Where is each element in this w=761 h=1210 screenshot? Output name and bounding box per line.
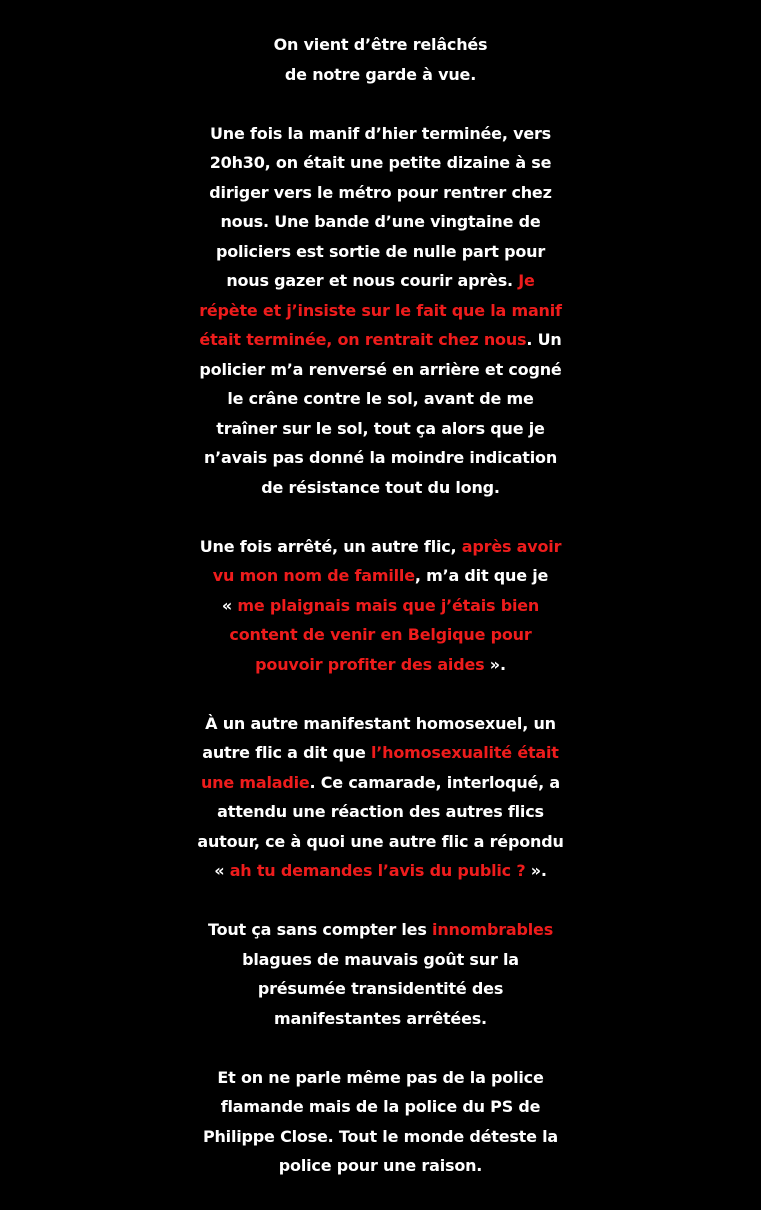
text-line [0, 473, 761, 503]
text-line [0, 827, 761, 857]
text-line [0, 325, 761, 355]
paragraph [0, 119, 761, 503]
highlighted-text: me plaignais mais que j’étais bien [237, 595, 540, 615]
text-segment: ». [484, 654, 506, 674]
text-segment: autour, ce à quoi une autre flic a répondu [197, 831, 564, 851]
highlighted-text: une maladie [200, 772, 310, 792]
text-segment: Philippe Close. Tout le monde déteste la [202, 1126, 559, 1146]
text-segment: attendu une réaction des autres flics [217, 802, 544, 821]
text-segment: Une fois la manif d’hier terminée, vers [210, 123, 551, 143]
highlighted-text: pouvoir profiter des aides [255, 654, 485, 674]
text-line [0, 207, 761, 237]
text-segment: Tout ça sans compter les [207, 920, 433, 939]
paragraph [0, 1063, 761, 1181]
text-line [0, 443, 761, 473]
text-segment: de notre garde à vue. [284, 64, 477, 84]
text-line [0, 768, 761, 798]
text-segment: On vient d’être relâchés [273, 35, 488, 54]
text-line [0, 650, 761, 680]
text-line [0, 797, 761, 827]
text-line [0, 148, 761, 178]
text-segment: blagues de mauvais goût sur la [242, 949, 519, 969]
text-line [0, 1122, 761, 1152]
text-line [0, 266, 761, 296]
highlighted-text: était terminée, on rentrait chez nous [199, 330, 527, 349]
text-line [0, 119, 761, 149]
text-line [0, 591, 761, 621]
highlighted-text: ah tu demandes l’avis du public ? [229, 861, 526, 880]
text-segment: policiers est sortie de nulle part pour [215, 241, 546, 261]
text-segment: le crâne contre le sol, avant de me [227, 389, 534, 408]
paragraph [0, 532, 761, 680]
text-line [0, 355, 761, 385]
highlighted-text: content de venir en Belgique pour [229, 625, 532, 644]
paragraph [0, 915, 761, 1033]
highlighted-text: innombrables [432, 920, 554, 939]
highlighted-text: l’homosexualité était [370, 743, 559, 762]
text-line [0, 237, 761, 267]
text-line [0, 1004, 761, 1034]
text-line [0, 532, 761, 562]
text-line [0, 709, 761, 739]
text-segment: 20h30, on était une petite dizaine à se [209, 153, 552, 172]
text-segment: policier m’a renversé en arrière et cogné [199, 359, 562, 379]
text-line [0, 384, 761, 414]
text-line [0, 915, 761, 945]
text-line [0, 1063, 761, 1093]
highlighted-text: vu mon nom de famille [212, 566, 415, 585]
text-segment: Et on ne parle même pas de la police [217, 1067, 544, 1087]
text-segment: « [214, 861, 230, 880]
text-segment: n’avais pas donné la moindre indication [203, 448, 558, 467]
text-segment: . Un [526, 330, 562, 349]
text-line [0, 178, 761, 208]
text-segment: présumée transidentité des [257, 979, 504, 998]
text-line [0, 974, 761, 1004]
text-line [0, 561, 761, 591]
paragraph [0, 30, 761, 89]
text-line [0, 856, 761, 886]
text-segment: traîner sur le sol, tout ça alors que je [216, 418, 545, 438]
text-segment: diriger vers le métro pour rentrer chez [209, 182, 552, 202]
text-segment: de résistance tout du long. [261, 477, 500, 497]
text-line [0, 945, 761, 975]
statement-text [0, 30, 761, 1210]
text-segment: flamande mais de la police du PS de [220, 1097, 541, 1116]
text-line [0, 1151, 761, 1181]
text-line [0, 414, 761, 444]
text-segment: manifestantes arrêtées. [274, 1008, 487, 1028]
text-segment: nous gazer et nous courir après. [226, 271, 519, 290]
text-segment: , m’a dit que je [414, 566, 549, 585]
highlighted-text: après avoir [461, 536, 562, 556]
text-line [0, 738, 761, 768]
text-segment: « [221, 595, 238, 615]
text-segment: autre flic a dit que [202, 743, 371, 762]
text-line [0, 60, 761, 90]
text-line [0, 30, 761, 60]
text-line [0, 296, 761, 326]
text-line [0, 620, 761, 650]
text-segment: À un autre manifestant homosexuel, un [205, 713, 556, 733]
text-segment: ». [525, 861, 547, 880]
text-segment: nous. Une bande d’une vingtaine de [220, 212, 541, 231]
highlighted-text: Je [518, 271, 535, 290]
text-segment: police pour une raison. [278, 1156, 483, 1175]
paragraph [0, 709, 761, 886]
text-line [0, 1092, 761, 1122]
text-segment: . Ce camarade, interloqué, a [309, 772, 561, 792]
text-segment: Une fois arrêté, un autre flic, [199, 536, 462, 556]
highlighted-text: répète et j’insiste sur le fait que la manif [199, 300, 562, 320]
